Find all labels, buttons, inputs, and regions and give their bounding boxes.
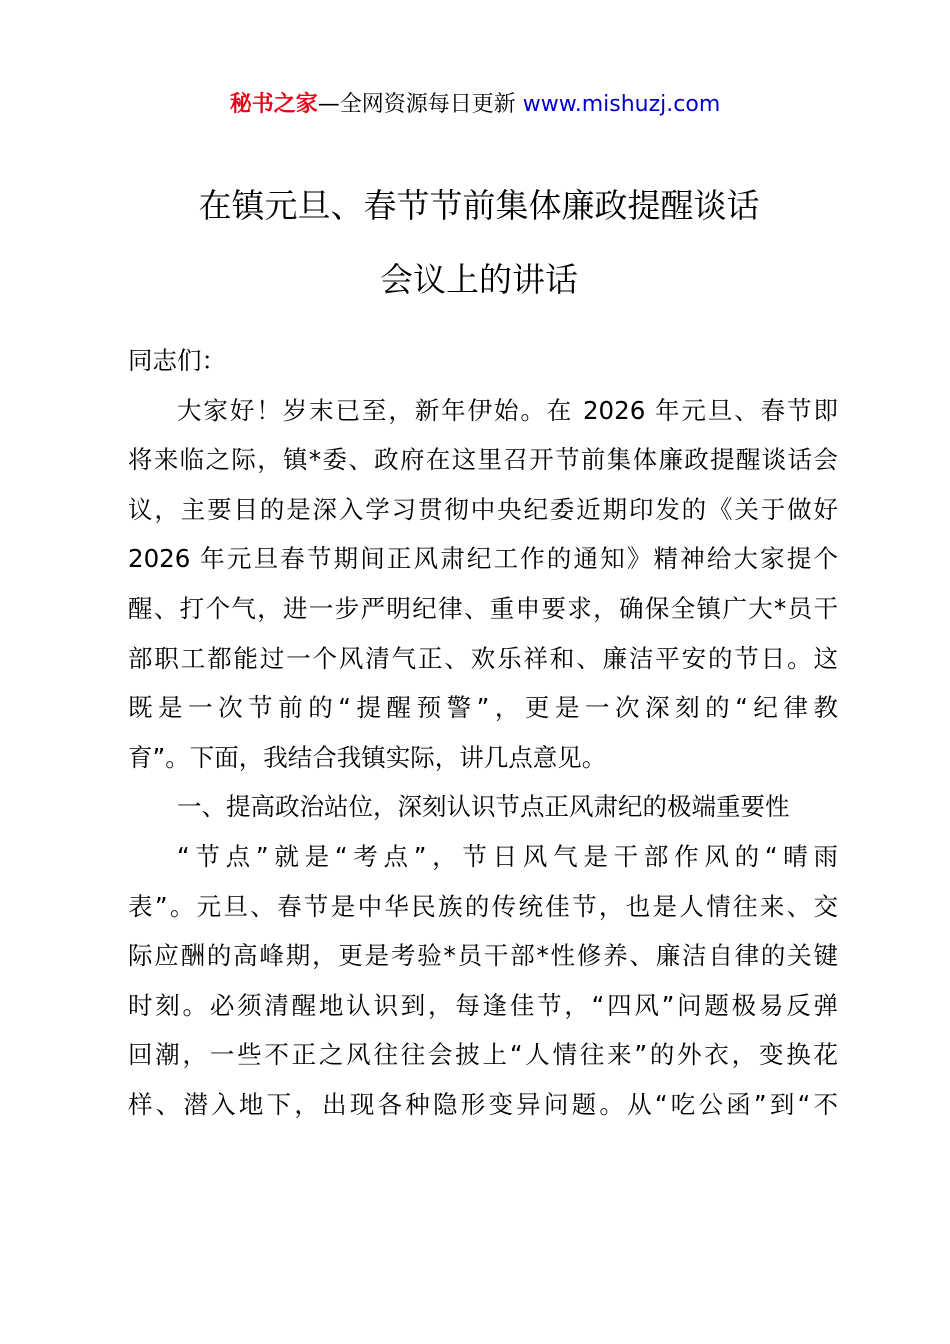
paragraph-line: 育”。下面，我结合我镇实际，讲几点意见。 [128, 742, 607, 772]
paragraph-line: 大家好！岁末已至，新年伊始。在 2026 年元旦、春节即 [177, 395, 838, 425]
banner-tagline: —全网资源每日更新 [317, 92, 516, 117]
paragraph-line: 表”。元旦、春节是中华民族的传统佳节，也是人情往来、交 [128, 891, 838, 921]
document-title-line-1: 在镇元旦、春节节前集体廉政提醒谈话 [198, 186, 760, 225]
paragraph-line: 2026 年元旦春节期间正风肃纪工作的通知》精神给大家提个 [128, 544, 838, 574]
document-body [128, 336, 838, 1130]
document-title-line-2: 会议上的讲话 [380, 260, 578, 299]
paragraph-opening [128, 386, 838, 783]
paragraph-line: 回潮，一些不正之风往往会披上“人情往来”的外衣，变换花 [128, 1040, 838, 1070]
paragraph-section-1 [128, 832, 838, 1130]
paragraph-line: 议，主要目的是深入学习贯彻中央纪委近期印发的《关于做好 [128, 494, 838, 524]
paragraph-line: 时刻。必须清醒地认识到，每逢佳节，“四风”问题极易反弹 [128, 990, 838, 1020]
paragraph-line: 际应酬的高峰期，更是考验*员干部*性修养、廉洁自律的关键 [128, 941, 838, 971]
section-heading: 一、提高政治站位，深刻认识节点正风肃纪的极端重要性 [177, 792, 790, 822]
site-url-link[interactable]: www.mishuzj.com [522, 92, 721, 117]
paragraph-line: 部职工都能过一个风清气正、欢乐祥和、廉洁平安的节日。这 [128, 643, 838, 673]
site-banner [0, 88, 950, 122]
brand-name: 秘书之家 [229, 92, 318, 117]
salutation: 同志们： [128, 346, 226, 375]
paragraph-line: 醒、打个气，进一步严明纪律、重申要求，确保全镇广大*员干 [128, 593, 838, 623]
paragraph-line: 既是一次节前的“提醒预警”，更是一次深刻的“纪律教 [128, 693, 838, 723]
paragraph-line: 样、潜入地下，出现各种隐形变异问题。从“吃公函”到“不 [128, 1089, 838, 1119]
paragraph-line: 将来临之际，镇*委、政府在这里召开节前集体廉政提醒谈话会 [128, 445, 838, 475]
paragraph-line: “节点”就是“考点”，节日风气是干部作风的“晴雨 [177, 841, 838, 871]
